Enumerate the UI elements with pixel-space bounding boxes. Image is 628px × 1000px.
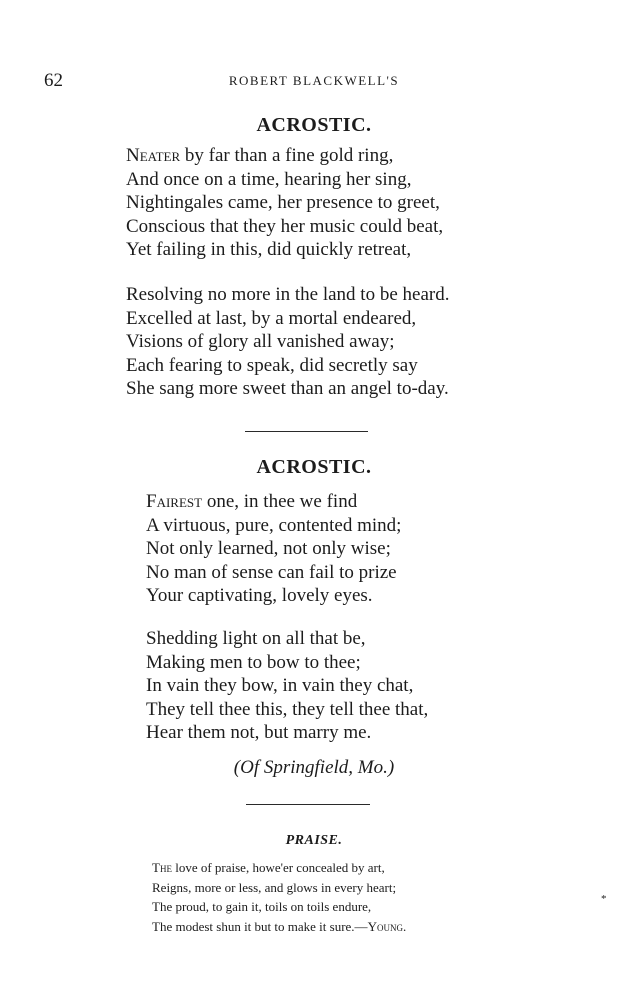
verse-line [152,858,406,878]
verse-line [126,330,449,354]
verse-line [146,490,401,514]
verse-line-text: No man of sense can fail to prize [146,561,397,583]
verse-line [146,561,401,585]
verse-line [146,584,401,608]
section-divider [246,804,370,805]
verse-line [146,537,401,561]
verse-line-text: In vain they bow, in vain they chat, [146,675,414,696]
verse-line-text: Resolving no more in the land to be heard. [126,284,450,305]
attribution: (Of Springfield, Mo.) [233,757,395,778]
verse-line-text: They tell thee this, they tell thee that, [146,698,429,720]
verse-line-text: Shedding light on all that be, [146,628,366,649]
verse-line [146,514,401,538]
verse-line-text: Excelled at last, by a mortal endeared, [126,307,417,329]
verse-line [152,917,406,937]
poem-title: PRAISE. [285,833,343,848]
verse-line-text: Making men to bow to thee; [146,651,361,673]
verse-line-text: And once on a time, hearing her sing, [126,168,412,190]
verse-line-text: Visions of glory all vanished away; [126,331,395,352]
verse-line [126,238,443,262]
verse-line-first-word: Neater [126,145,181,166]
poem-title: ACROSTIC. [256,456,372,478]
verse-line-text: The proud, to gain it, toils on toils endure, [152,899,372,914]
verse-line [126,168,443,192]
verse-line [146,698,428,722]
verse-line [126,307,449,331]
stanza [126,283,449,401]
verse-line [146,651,428,675]
verse-line [146,721,428,745]
verse-line-text: Nightingales came, her presence to greet, [126,192,440,213]
section-divider [245,431,368,432]
verse-line-text: Yet failing in this, did quickly retreat, [126,239,412,260]
verse-line-text: The modest shun it but to make it sure.— [152,918,368,934]
verse-line-text: Your captivating, lovely eyes. [146,585,373,606]
verse-line-text: Reigns, more or less, and glows in every heart; [152,879,397,895]
stanza [152,858,406,936]
verse-line [126,377,449,401]
author-name: Young. [367,918,407,934]
verse-line-text: A virtuous, pure, contented mind; [146,514,402,536]
stanza [146,490,401,608]
verse-line [126,144,443,168]
page-number: 62 [44,70,63,91]
verse-line-text: by far than a fine gold ring, [180,145,394,166]
stanza [146,627,428,745]
verse-line-text: one, in thee we find [202,491,358,512]
verse-line-text: Each fearing to speak, did secretly say [126,354,418,376]
verse-line-text: She sang more sweet than an angel to-day. [126,378,449,399]
verse-line [146,674,428,698]
verse-line [126,191,443,215]
verse-line-text: love of praise, howe'er concealed by art, [171,860,385,875]
verse-line-first-word: Fairest [146,491,203,512]
verse-line [146,627,428,651]
verse-line [152,878,406,898]
stanza [126,144,443,262]
verse-line-first-word: The [152,860,172,875]
verse-line-text: Conscious that they her music could beat, [126,215,444,237]
verse-line-text: Not only learned, not only wise; [146,538,391,559]
running-head: ROBERT BLACKWELL'S [228,73,400,88]
verse-line [126,283,449,307]
verse-line [152,897,406,917]
poem-title: ACROSTIC. [256,114,372,136]
verse-line [126,215,443,239]
verse-line-text: Hear them not, but marry me. [146,722,372,743]
verse-line [126,354,449,378]
margin-mark: * [601,893,607,905]
